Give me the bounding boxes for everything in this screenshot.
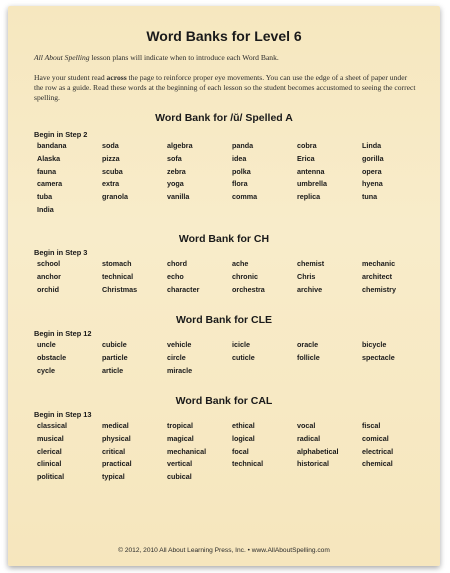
word-item: musical [37,433,64,443]
word-item: chord [167,259,187,268]
word-item: fauna [37,166,57,176]
word-item: sofa [167,153,182,163]
word-item: bandana [37,141,67,150]
word-item: comma [232,192,258,202]
word-item: mechanic [362,259,396,268]
word-item: chemist [297,259,325,268]
word-item: yoga [167,179,184,189]
word-item: orchid [37,284,59,294]
word-item: panda [232,141,254,150]
word-item: flora [232,179,248,189]
word-item: focal [232,446,249,456]
word-item: stomach [102,259,132,268]
word-item: medical [102,421,129,430]
word-item: oracle [297,340,319,349]
word-item: historical [297,459,329,469]
word-item: algebra [167,141,193,150]
word-item: cycle [37,365,55,375]
word-item: India [37,204,54,214]
word-item: vocal [297,421,316,430]
word-item: technical [232,459,264,469]
word-item: chemical [362,459,393,469]
intro-p2-before: Have your student read [34,73,107,82]
word-item: comical [362,433,389,443]
word-item: zebra [167,166,186,176]
word-grid-cal [37,421,427,485]
word-item: technical [102,271,134,281]
word-item: school [37,259,61,268]
document-page [8,6,440,566]
word-item: opera [362,166,382,176]
word-grid-u-spelled-a [37,141,427,218]
word-item: physical [102,433,131,443]
word-item: critical [102,446,126,456]
word-item: chronic [232,271,258,281]
word-item: pizza [102,153,120,163]
word-item: architect [362,271,392,281]
word-item: magical [167,433,194,443]
word-item: fiscal [362,421,381,430]
section-step-cle: Begin in Step 12 [34,329,92,338]
word-item: mechanical [167,446,207,456]
word-item: gorilla [362,153,384,163]
word-item: uncle [37,340,56,349]
word-item: typical [102,472,125,482]
word-item: vehicle [167,340,192,349]
word-item: Chris [297,271,316,281]
intro-p2-after: the page to reinforce proper eye movements. You can use the edge of a sheet of paper under the row as a guide. Read these words at the beginning of each lesson so the student becomes accustomed to seeing the correct spelling. [34,73,416,102]
section-step-ch: Begin in Step 3 [34,248,88,257]
word-item: archive [297,284,323,294]
word-item: clinical [37,459,62,469]
word-item: idea [232,153,247,163]
word-item: tuba [37,192,53,202]
word-item: particle [102,352,128,362]
intro-p2-emphasis: across [106,73,127,82]
word-item: practical [102,459,132,469]
word-item: hyena [362,179,383,189]
word-item: antenna [297,166,325,176]
word-item: electrical [362,446,394,456]
intro-paragraph-2 [34,73,416,103]
section-step-u-spelled-a: Begin in Step 2 [34,130,88,139]
word-item: obstacle [37,352,67,362]
word-item: classical [37,421,67,430]
word-grid-cle [37,340,427,378]
word-item: chemistry [362,284,396,294]
word-item: vanilla [167,192,190,202]
word-item: cuticle [232,352,255,362]
word-grid-ch [37,259,427,297]
word-item: circle [167,352,186,362]
word-item: spectacle [362,352,395,362]
word-item: granola [102,192,128,202]
word-item: camera [37,179,63,189]
section-title-u-spelled-a: Word Bank for /ŭ/ Spelled A [155,112,293,124]
word-item: ache [232,259,249,268]
word-item: Christmas [102,284,138,294]
word-item: cubicle [102,340,127,349]
word-item: political [37,472,65,482]
section-step-cal: Begin in Step 13 [34,410,92,419]
word-item: scuba [102,166,123,176]
brand-name: All About Spelling [34,53,90,62]
intro-paragraph-1 [34,53,416,63]
word-item: cobra [297,141,317,150]
word-item: Alaska [37,153,61,163]
word-item: umbrella [297,179,327,189]
word-item: tropical [167,421,193,430]
word-item: orchestra [232,284,265,294]
word-item: article [102,365,124,375]
section-title-ch: Word Bank for CH [178,233,270,245]
word-item: polka [232,166,251,176]
section-title-cal: Word Bank for CAL [175,395,273,407]
page-footer: © 2012, 2010 All About Learning Press, Inc. • www.AllAboutSpelling.com [118,547,330,554]
word-item: logical [232,433,255,443]
word-item: Linda [362,141,382,150]
word-item: follicle [297,352,320,362]
word-item: Erica [297,153,315,163]
section-title-cle: Word Bank for CLE [175,314,273,326]
word-item: echo [167,271,184,281]
word-item: character [167,284,200,294]
word-item: tuna [362,192,378,202]
word-item: alphabetical [297,446,339,456]
word-item: clerical [37,446,62,456]
word-item: miracle [167,365,193,375]
word-item: vertical [167,459,193,469]
word-item: cubical [167,472,192,482]
word-item: extra [102,179,120,189]
intro-p1-text: lesson plans will indicate when to introduce each Word Bank. [89,53,279,62]
word-item: ethical [232,421,255,430]
word-item: replica [297,192,321,202]
word-item: bicycle [362,340,387,349]
page-title: Word Banks for Level 6 [146,28,302,44]
word-item: radical [297,433,321,443]
word-item: anchor [37,271,61,281]
word-item: icicle [232,340,250,349]
word-item: soda [102,141,119,150]
